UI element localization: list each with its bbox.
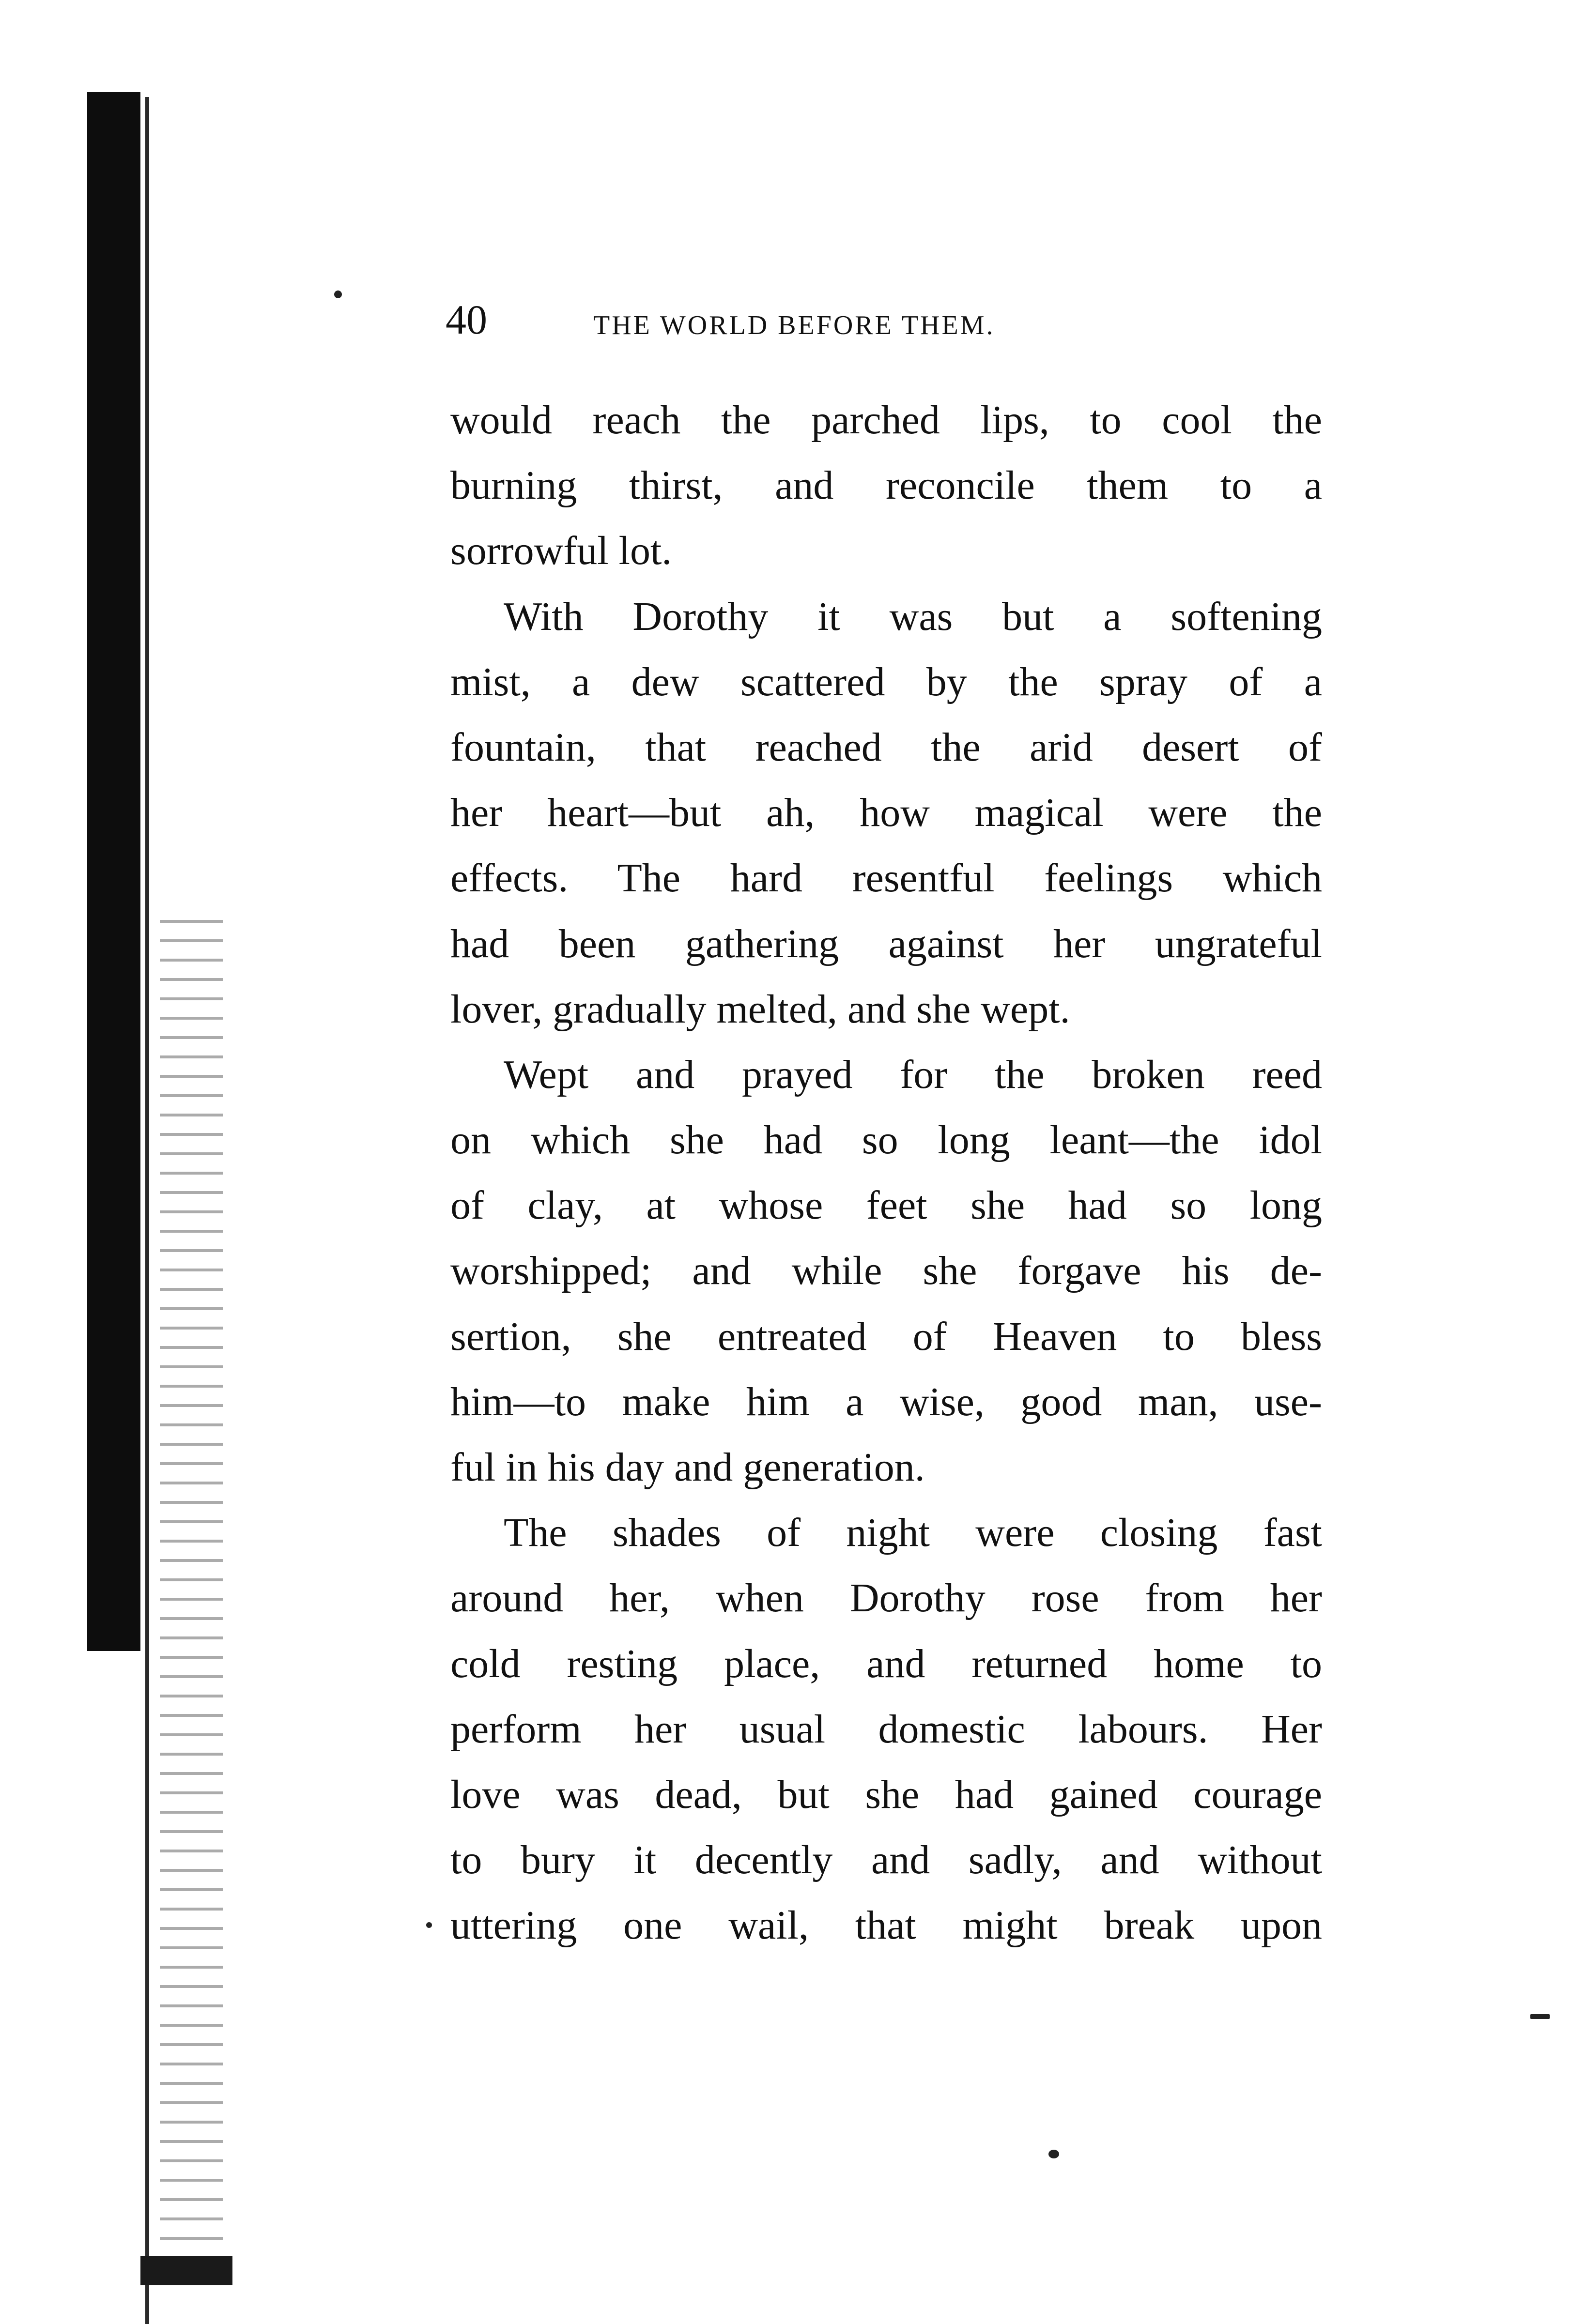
text-line: of clay, at whose feet she had so long	[450, 1183, 1322, 1228]
text-line: to bury it decently and sadly, and without	[450, 1837, 1322, 1883]
text-line: worshipped; and while she forgave his de-	[450, 1248, 1322, 1294]
text-line: around her, when Dorothy rose from her	[450, 1575, 1322, 1621]
text-line: Wept and prayed for the broken reed	[504, 1052, 1322, 1097]
text-line: burning thirst, and reconcile them to a	[450, 463, 1322, 508]
binding-base	[140, 2256, 232, 2285]
scan-speck	[1530, 2014, 1550, 2019]
running-head: THE WORLD BEFORE THEM.	[593, 310, 995, 340]
text-line: mist, a dew scattered by the spray of a	[450, 659, 1322, 704]
text-line: had been gathering against her ungrateful	[450, 921, 1322, 966]
binding-edge-line	[145, 97, 149, 2324]
page-number: 40	[446, 296, 487, 343]
page-header	[446, 286, 1346, 353]
body-text	[450, 387, 1322, 1958]
scan-speck	[1048, 2150, 1059, 2158]
binding-shadow	[87, 92, 140, 1651]
text-line: him—to make him a wise, good man, use-	[450, 1379, 1322, 1424]
text-line: perform her usual domestic labours. Her	[450, 1706, 1322, 1752]
text-line: lover, gradually melted, and she wept.	[450, 986, 1070, 1032]
text-line: uttering one wail, that might break upon	[450, 1903, 1322, 1948]
scan-speck	[334, 290, 342, 298]
text-line: sertion, she entreated of Heaven to bless	[450, 1314, 1322, 1359]
scan-speck	[426, 1922, 432, 1928]
text-line: on which she had so long leant—the idol	[450, 1117, 1322, 1163]
binding-speckle	[160, 920, 223, 2276]
text-line: would reach the parched lips, to cool the	[450, 398, 1322, 443]
text-line: fountain, that reached the arid desert of	[450, 724, 1322, 770]
text-line: ful in his day and generation.	[450, 1445, 925, 1490]
text-line: love was dead, but she had gained courage	[450, 1772, 1322, 1817]
text-line: effects. The hard resentful feelings which	[450, 856, 1322, 901]
text-line: her heart—but ah, how magical were the	[450, 790, 1322, 836]
text-line: The shades of night were closing fast	[504, 1510, 1322, 1556]
text-line: cold resting place, and returned home to	[450, 1641, 1322, 1686]
text-line: sorrowful lot.	[450, 528, 672, 574]
text-line: With Dorothy it was but a softening	[504, 594, 1322, 639]
